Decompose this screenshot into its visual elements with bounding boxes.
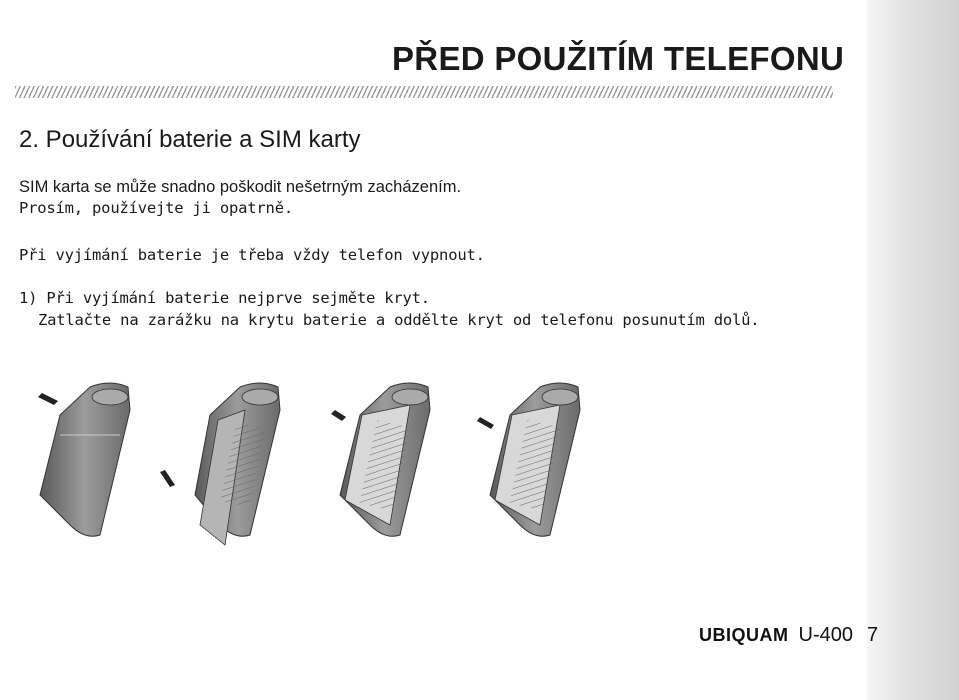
model-name: U-400 <box>798 624 853 646</box>
page-edge-strip <box>867 0 959 700</box>
paragraph-line-1: SIM karta se může snadno poškodit nešetrným zacházením. <box>19 178 462 196</box>
down-arrow-icon <box>160 470 175 487</box>
press-arrow-icon <box>331 410 346 421</box>
paragraph-line-2: Prosím, používejte ji opatrně. <box>19 199 293 217</box>
lift-arrow-icon <box>477 417 494 429</box>
battery-removal-illustrations <box>30 375 610 555</box>
phone-illustration-3 <box>331 383 430 536</box>
phone-illustration-4 <box>477 383 580 536</box>
page-footer <box>699 624 878 647</box>
step-1-line-1: 1) Při vyjímání baterie nejprve sejměte kryt. <box>19 289 430 307</box>
phone-illustration-1 <box>38 383 130 536</box>
page-title: PŘED POUŽITÍM TELEFONU <box>392 40 845 77</box>
paragraph-line-3: Při vyjímání baterie je třeba vždy telefon vypnout. <box>19 246 485 264</box>
phone-illustration-2 <box>160 383 280 545</box>
section-heading: 2. Používání baterie a SIM karty <box>19 126 361 153</box>
step-1-line-2: Zatlačte na zarážku na krytu baterie a oddělte kryt od telefonu posunutím dolů. <box>38 311 760 329</box>
page-number: 7 <box>866 624 879 646</box>
brand-logo: UBIQUAM <box>699 625 789 645</box>
press-arrow-icon <box>38 393 58 405</box>
hatch-divider <box>15 86 833 98</box>
